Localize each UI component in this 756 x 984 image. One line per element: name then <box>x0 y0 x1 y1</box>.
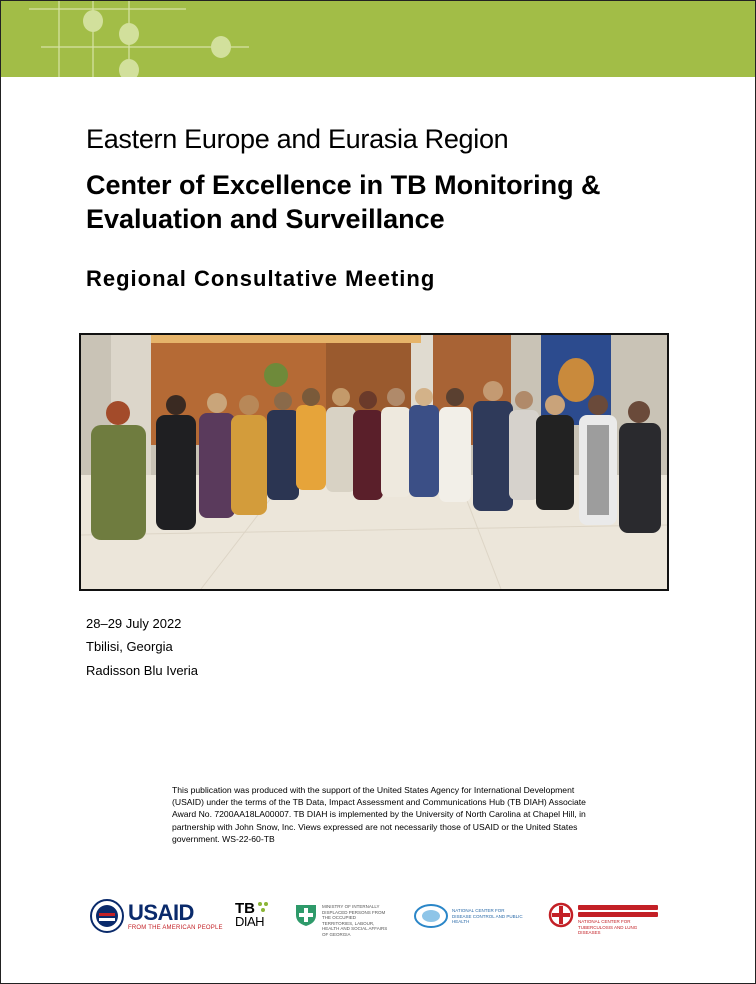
tb-lung-center-logo <box>548 896 660 936</box>
title-line-2: Evaluation and Surveillance <box>86 204 445 234</box>
ministry-logo <box>294 896 389 936</box>
region-heading: Eastern Europe and Eurasia Region <box>86 124 509 154</box>
ministry-text: MINISTRY OF INTERNALLY DISPLACED PERSONS FROM THE OCCUPIED TERRITORIES, LABOUR, HEALTH AND SOCIAL AFFAIRS OF GEORGIA <box>322 904 388 937</box>
tb-diah-diah-text: DIAH <box>235 914 265 929</box>
decorative-grid-pattern <box>1 1 755 77</box>
group-photo <box>79 333 669 591</box>
title-line-1: Center of Excellence in TB Monitoring & <box>86 170 601 200</box>
document-subtitle: Regional Consultative Meeting <box>86 266 436 291</box>
event-venue: Radisson Blu Iveria <box>86 663 198 678</box>
event-location: Tbilisi, Georgia <box>86 639 173 654</box>
tb-lung-center-georgian-wordmark-line2 <box>578 912 658 917</box>
ministry-shield-icon <box>294 903 318 927</box>
group-photo-illustration <box>81 335 667 589</box>
tb-diah-logo <box>235 896 275 936</box>
tb-diah-tb-text: TB <box>235 900 255 917</box>
usaid-wordmark: USAID <box>128 900 194 925</box>
ncdc-logo <box>414 896 524 936</box>
top-green-band <box>1 1 755 77</box>
tb-diah-dots-icon <box>257 901 271 915</box>
usaid-logo <box>90 896 223 936</box>
usaid-tagline: FROM THE AMERICAN PEOPLE <box>128 925 223 931</box>
publication-disclaimer: This publication was produced with the support of the United States Agency for International Development (USAID) under the terms of the TB Data, Impact Assessment and Communications Hub (TB DIAH) Associate Award No. 7200AA18LA00007. TB DIAH is implemented by the University of North Carolina at Chapel Hill, in partnership with John Snow, Inc. Views expressed are not necessarily those of USAID or the United States government. WS-22-60-TB <box>172 785 586 844</box>
tb-lung-center-text: NATIONAL CENTER FOR TUBERCULOSIS AND LUNG DISEASES <box>578 919 638 935</box>
tb-lung-center-georgian-wordmark <box>578 905 658 910</box>
event-dates: 28–29 July 2022 <box>86 616 182 631</box>
ncdc-emblem-icon <box>414 904 448 928</box>
document-title <box>86 168 706 236</box>
tb-lung-center-emblem-icon <box>548 902 574 928</box>
ncdc-text: NATIONAL CENTER FOR DISEASE CONTROL AND PUBLIC HEALTH <box>452 908 523 924</box>
usaid-seal-icon <box>90 899 124 933</box>
